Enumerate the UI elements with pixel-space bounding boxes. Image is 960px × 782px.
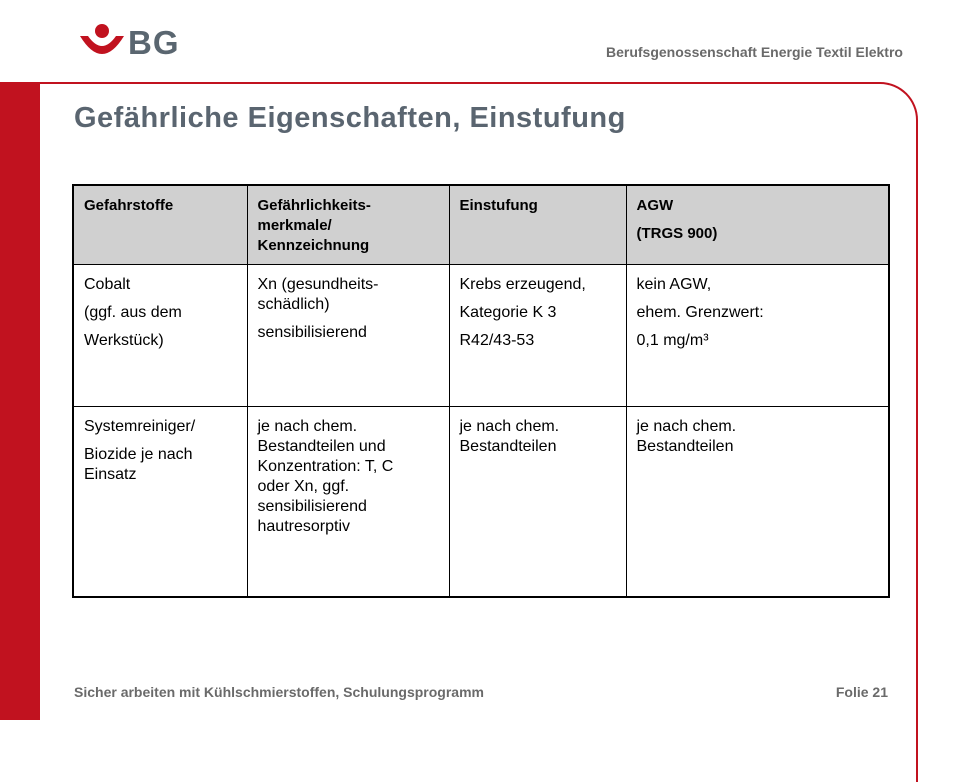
left-accent-bar [0,82,40,720]
cell-gefahrstoff: Cobalt (ggf. aus dem Werkstück) [73,265,247,407]
footer-text: Sicher arbeiten mit Kühlschmierstoffen, Schulungsprogramm [74,684,484,700]
cell-gefahrstoff: Systemreiniger/ Biozide je nach Einsatz [73,407,247,597]
cell-merkmale: Xn (gesundheits- schädlich) sensibilisierend [247,265,449,407]
table-row [73,407,889,597]
header-gefahrstoffe: Gefahrstoffe [73,185,247,265]
header-agw: AGW (TRGS 900) [626,185,889,265]
page-number: Folie 21 [835,684,888,700]
header-merkmale: Gefährlichkeits- merkmale/ Kennzeichnung [247,185,449,265]
cell-einstufung: je nach chem. Bestandteilen [449,407,626,597]
organization-name: Berufsgenossenschaft Energie Textil Elektro [606,44,903,60]
cell-merkmale: je nach chem. Bestandteilen und Konzentration: T, C oder Xn, ggf. sensibilisierend hautresorptiv [247,407,449,597]
cell-agw: je nach chem. Bestandteilen [626,407,889,597]
header-einstufung: Einstufung [449,185,626,265]
hazard-table [72,184,890,598]
cell-agw: kein AGW, ehem. Grenzwert: 0,1 mg/m³ [626,265,889,407]
table-row [73,265,889,407]
cell-einstufung: Krebs erzeugend, Kategorie K 3 R42/43-53 [449,265,626,407]
page-title: Gefährliche Eigenschaften, Einstufung [74,102,626,134]
table-header-row [73,185,889,265]
logo-text: BG [128,24,180,61]
